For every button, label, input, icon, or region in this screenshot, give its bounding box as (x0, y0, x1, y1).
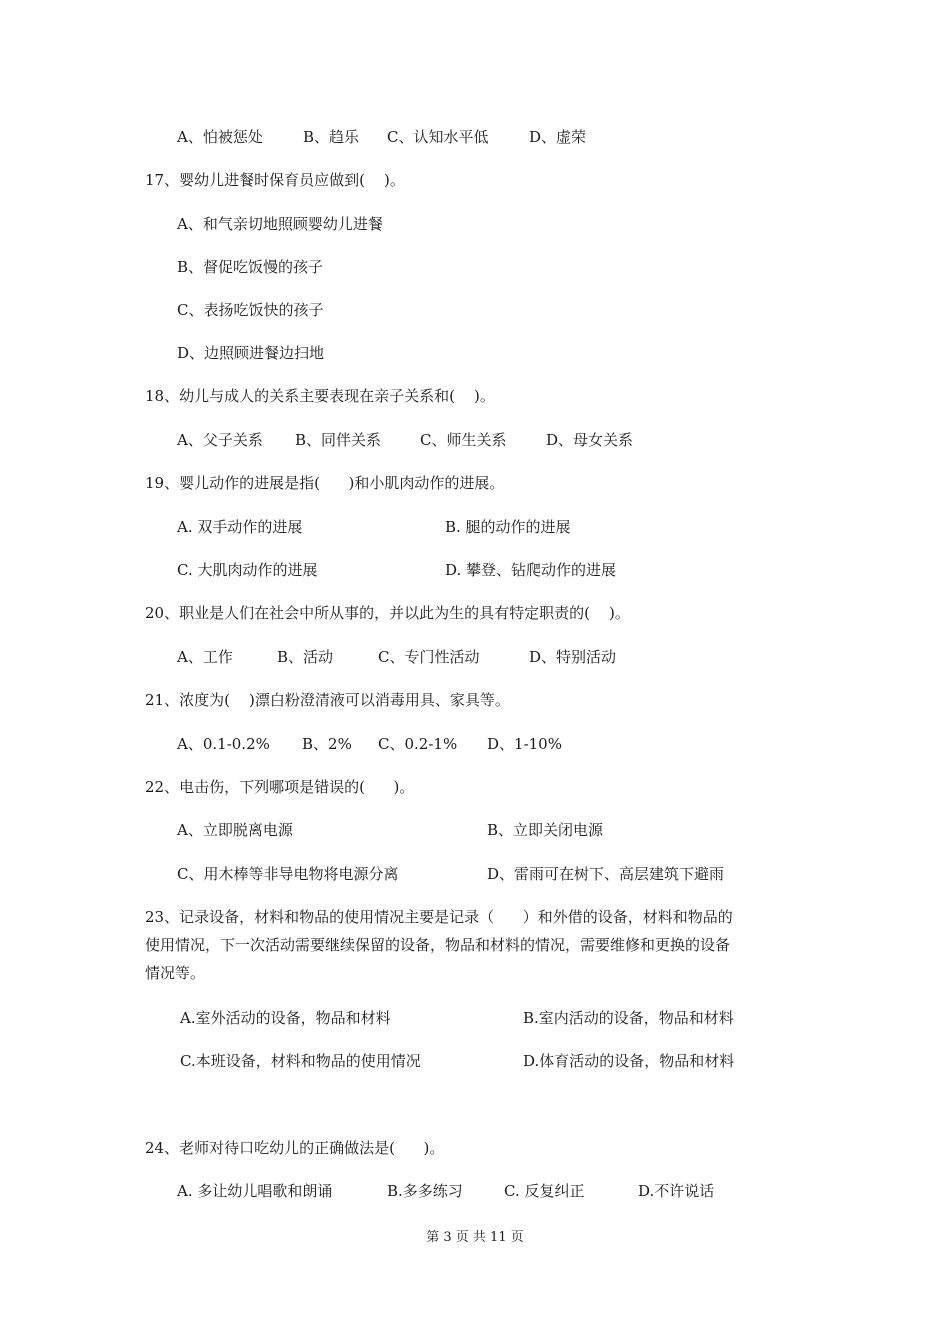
q19-option-a: A. 双手动作的进展 (177, 518, 303, 536)
q22-option-d: D、雷雨可在树下、高层建筑下避雨 (487, 865, 725, 883)
q17-option-d: D、边照顾进餐边扫地 (177, 344, 325, 362)
q21-option-c: C、0.2-1% (378, 735, 458, 753)
q23-option-a: A.室外活动的设备，物品和材料 (180, 1009, 391, 1027)
q17-stem: 17、婴幼儿进餐时保育员应做到( )。 (145, 171, 405, 189)
q20-option-d: D、特别活动 (529, 648, 617, 666)
q18-option-d: D、母女关系 (546, 431, 634, 449)
q19-stem: 19、婴儿动作的进展是指( )和小肌肉动作的进展。 (145, 474, 505, 492)
q16-option-b: B、趋乐 (303, 128, 360, 146)
q17-option-b: B、督促吃饭慢的孩子 (177, 258, 324, 276)
q19-option-b: B. 腿的动作的进展 (445, 518, 571, 536)
q23-stem-line-1: 23、记录设备，材料和物品的使用情况主要是记录（ ）和外借的设备，材料和物品的 (145, 908, 733, 926)
q21-option-a: A、0.1-0.2% (177, 735, 270, 753)
q20-option-a: A、工作 (177, 648, 233, 666)
q23-option-c: C.本班设备，材料和物品的使用情况 (180, 1052, 421, 1070)
q18-stem: 18、幼儿与成人的关系主要表现在亲子关系和( )。 (145, 387, 495, 405)
q24-option-d: D.不许说话 (638, 1182, 715, 1200)
q17-option-c: C、表扬吃饭快的孩子 (177, 301, 324, 319)
q21-option-d: D、1-10% (487, 735, 562, 753)
q23-stem-line-2: 使用情况，下一次活动需要继续保留的设备，物品和材料的情况，需要维修和更换的设备 (145, 936, 731, 954)
q24-option-a: A. 多让幼儿唱歌和朗诵 (177, 1182, 333, 1200)
page-number-footer: 第 3 页 共 11 页 (426, 1230, 524, 1245)
q24-stem: 24、老师对待口吃幼儿的正确做法是( )。 (145, 1139, 445, 1157)
q22-stem: 22、电击伤，下列哪项是错误的( )。 (145, 778, 415, 796)
q19-option-d: D. 攀登、钻爬动作的进展 (445, 561, 617, 579)
q18-option-a: A、父子关系 (177, 431, 263, 449)
q18-option-b: B、同伴关系 (295, 431, 382, 449)
q23-stem-line-3: 情况等。 (145, 964, 206, 982)
q23-option-b: B.室内活动的设备，物品和材料 (523, 1009, 734, 1027)
q20-option-c: C、专门性活动 (378, 648, 480, 666)
q24-option-c: C. 反复纠正 (504, 1182, 585, 1200)
q22-option-b: B、立即关闭电源 (487, 821, 604, 839)
q23-option-d: D.体育活动的设备，物品和材料 (523, 1052, 735, 1070)
q21-stem: 21、浓度为( )漂白粉澄清液可以消毒用具、家具等。 (145, 691, 510, 709)
q16-option-d: D、虚荣 (529, 128, 587, 146)
q16-option-a: A、怕被惩处 (177, 128, 263, 146)
q19-option-c: C. 大肌肉动作的进展 (177, 561, 318, 579)
q18-option-c: C、师生关系 (420, 431, 507, 449)
q22-option-a: A、立即脱离电源 (177, 821, 293, 839)
q20-option-b: B、活动 (277, 648, 334, 666)
q20-stem: 20、职业是人们在社会中所从事的，并以此为生的具有特定职责的( )。 (145, 604, 630, 622)
q24-option-b: B.多多练习 (387, 1182, 463, 1200)
q22-option-c: C、用木棒等非导电物将电源分离 (177, 865, 399, 883)
q21-option-b: B、2% (302, 735, 352, 753)
q16-option-c: C、认知水平低 (387, 128, 489, 146)
q17-option-a: A、和气亲切地照顾婴幼儿进餐 (177, 215, 383, 233)
